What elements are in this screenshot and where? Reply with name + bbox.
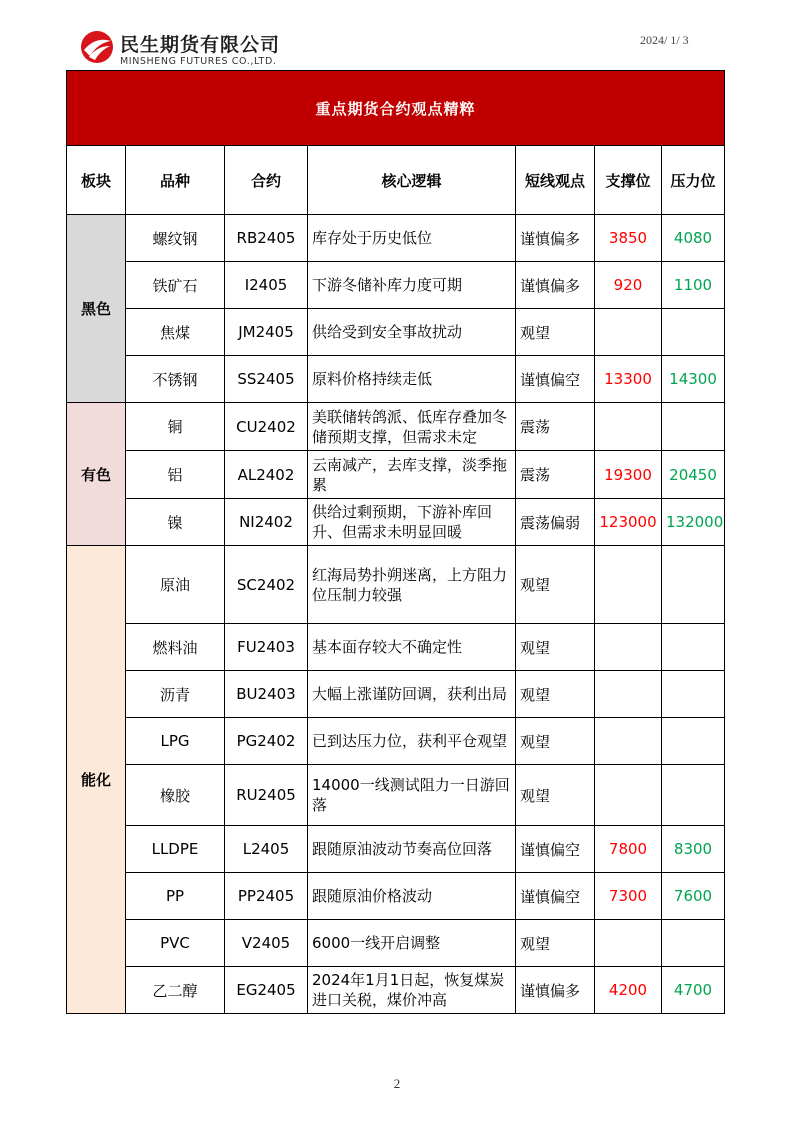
view-cell: 观望 (516, 671, 595, 718)
support-cell: 4200 (595, 967, 662, 1014)
contract-cell: FU2403 (225, 624, 308, 671)
support-cell: 3850 (595, 215, 662, 262)
contract-cell: CU2402 (225, 403, 308, 451)
view-cell: 观望 (516, 309, 595, 356)
column-header-view: 短线观点 (516, 146, 595, 215)
contract-cell: SC2402 (225, 546, 308, 624)
logic-cell: 大幅上涨谨防回调，获利出局 (308, 671, 516, 718)
support-cell (595, 546, 662, 624)
view-cell: 谨慎偏多 (516, 967, 595, 1014)
variety-cell: 原油 (126, 546, 225, 624)
contract-cell: RU2405 (225, 765, 308, 826)
resistance-cell (662, 920, 725, 967)
contract-cell: RB2405 (225, 215, 308, 262)
logic-cell: 14000一线测试阻力一日游回落 (308, 765, 516, 826)
support-cell: 123000 (595, 499, 662, 546)
logic-cell: 供给过剩预期，下游补库回升、但需求未明显回暖 (308, 499, 516, 546)
company-logo (80, 30, 320, 70)
support-cell (595, 718, 662, 765)
table-row (67, 624, 725, 671)
variety-cell: PP (126, 873, 225, 920)
table-row (67, 499, 725, 546)
variety-cell: 螺纹钢 (126, 215, 225, 262)
contract-cell: EG2405 (225, 967, 308, 1014)
variety-cell: 乙二醇 (126, 967, 225, 1014)
support-cell: 13300 (595, 356, 662, 403)
resistance-cell: 7600 (662, 873, 725, 920)
table-row (67, 356, 725, 403)
sector-cell: 黑色 (67, 215, 126, 403)
company-name-en: MINSHENG FUTURES CO.,LTD. (120, 56, 277, 67)
table-row (67, 967, 725, 1014)
resistance-cell (662, 309, 725, 356)
support-cell (595, 624, 662, 671)
view-cell: 观望 (516, 718, 595, 765)
support-cell (595, 765, 662, 826)
contract-cell: NI2402 (225, 499, 308, 546)
resistance-cell (662, 546, 725, 624)
table-header-row (67, 146, 725, 215)
logic-cell: 跟随原油价格波动 (308, 873, 516, 920)
contract-cell: AL2402 (225, 451, 308, 499)
column-header-logic: 核心逻辑 (308, 146, 516, 215)
view-cell: 观望 (516, 920, 595, 967)
column-header-variety: 品种 (126, 146, 225, 215)
resistance-cell (662, 765, 725, 826)
contract-cell: BU2403 (225, 671, 308, 718)
contract-cell: V2405 (225, 920, 308, 967)
support-cell (595, 671, 662, 718)
support-cell: 19300 (595, 451, 662, 499)
contract-cell: PP2405 (225, 873, 308, 920)
support-cell: 920 (595, 262, 662, 309)
resistance-cell: 20450 (662, 451, 725, 499)
column-header-sector: 板块 (67, 146, 126, 215)
variety-cell: 铜 (126, 403, 225, 451)
table-row (67, 920, 725, 967)
sector-cell: 能化 (67, 546, 126, 1014)
variety-cell: PVC (126, 920, 225, 967)
contract-cell: JM2405 (225, 309, 308, 356)
variety-cell: LLDPE (126, 826, 225, 873)
table-row (67, 718, 725, 765)
variety-cell: 焦煤 (126, 309, 225, 356)
resistance-cell: 4700 (662, 967, 725, 1014)
resistance-cell: 4080 (662, 215, 725, 262)
view-cell: 震荡 (516, 403, 595, 451)
variety-cell: 沥青 (126, 671, 225, 718)
view-cell: 观望 (516, 765, 595, 826)
table-title: 重点期货合约观点精粹 (67, 71, 725, 146)
view-cell: 谨慎偏空 (516, 356, 595, 403)
table-row (67, 826, 725, 873)
variety-cell: 不锈钢 (126, 356, 225, 403)
view-cell: 震荡偏弱 (516, 499, 595, 546)
contract-cell: PG2402 (225, 718, 308, 765)
contract-cell: SS2405 (225, 356, 308, 403)
column-header-resistance: 压力位 (662, 146, 725, 215)
view-cell: 震荡 (516, 451, 595, 499)
table-row (67, 873, 725, 920)
company-name-cn: 民生期货有限公司 (120, 34, 281, 56)
logic-cell: 2024年1月1日起，恢复煤炭进口关税，煤价冲高 (308, 967, 516, 1014)
table-row (67, 765, 725, 826)
table-row (67, 671, 725, 718)
column-header-contract: 合约 (225, 146, 308, 215)
contract-cell: L2405 (225, 826, 308, 873)
table-row (67, 262, 725, 309)
resistance-cell (662, 718, 725, 765)
table-row (67, 403, 725, 451)
logic-cell: 已到达压力位，获利平仓观望 (308, 718, 516, 765)
report-date: 2024/ 1/ 3 (640, 33, 689, 47)
table-row (67, 451, 725, 499)
variety-cell: 镍 (126, 499, 225, 546)
logic-cell: 6000一线开启调整 (308, 920, 516, 967)
resistance-cell: 8300 (662, 826, 725, 873)
support-cell (595, 920, 662, 967)
logic-cell: 库存处于历史低位 (308, 215, 516, 262)
table-row (67, 309, 725, 356)
futures-views-table (66, 70, 725, 1014)
table-row (67, 546, 725, 624)
minsheng-logo-icon (80, 30, 114, 64)
logic-cell: 基本面存较大不确定性 (308, 624, 516, 671)
resistance-cell: 1100 (662, 262, 725, 309)
logic-cell: 下游冬储补库力度可期 (308, 262, 516, 309)
variety-cell: 铁矿石 (126, 262, 225, 309)
page-number: 2 (393, 1076, 401, 1091)
logic-cell: 云南减产，去库支撑，淡季拖累 (308, 451, 516, 499)
view-cell: 观望 (516, 624, 595, 671)
view-cell: 谨慎偏多 (516, 215, 595, 262)
resistance-cell (662, 671, 725, 718)
logic-cell: 供给受到安全事故扰动 (308, 309, 516, 356)
support-cell (595, 309, 662, 356)
column-header-support: 支撑位 (595, 146, 662, 215)
variety-cell: 燃料油 (126, 624, 225, 671)
variety-cell: 铝 (126, 451, 225, 499)
sector-cell: 有色 (67, 403, 126, 546)
logic-cell: 红海局势扑朔迷离，上方阻力位压制力较强 (308, 546, 516, 624)
resistance-cell: 132000 (662, 499, 725, 546)
support-cell: 7300 (595, 873, 662, 920)
logic-cell: 跟随原油波动节奏高位回落 (308, 826, 516, 873)
support-cell (595, 403, 662, 451)
resistance-cell (662, 624, 725, 671)
table-body (67, 215, 725, 1014)
variety-cell: 橡胶 (126, 765, 225, 826)
contract-cell: I2405 (225, 262, 308, 309)
table-row (67, 215, 725, 262)
view-cell: 谨慎偏空 (516, 826, 595, 873)
resistance-cell (662, 403, 725, 451)
logic-cell: 美联储转鸽派、低库存叠加冬储预期支撑，但需求未定 (308, 403, 516, 451)
view-cell: 谨慎偏空 (516, 873, 595, 920)
support-cell: 7800 (595, 826, 662, 873)
resistance-cell: 14300 (662, 356, 725, 403)
view-cell: 谨慎偏多 (516, 262, 595, 309)
logic-cell: 原料价格持续走低 (308, 356, 516, 403)
view-cell: 观望 (516, 546, 595, 624)
variety-cell: LPG (126, 718, 225, 765)
